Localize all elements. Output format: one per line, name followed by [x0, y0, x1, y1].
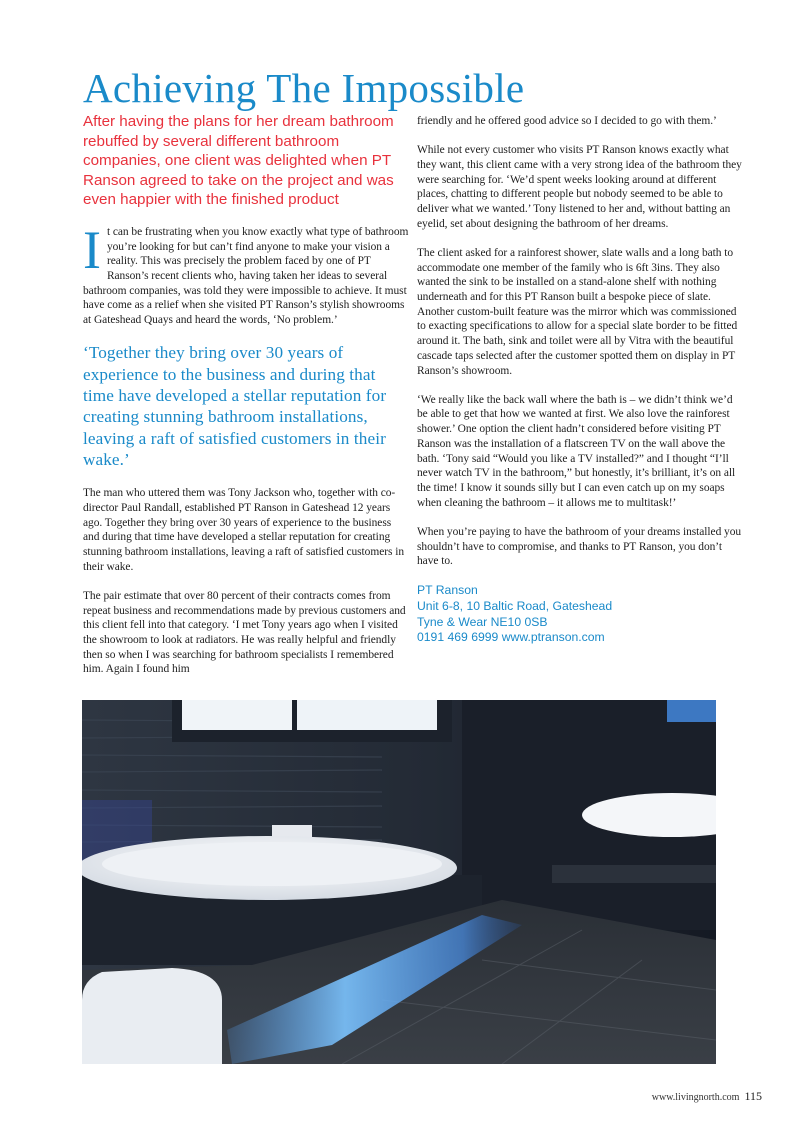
intro-text: t can be frustrating when you know exactly what type of bathroom you’re looking for but can’t find anyone to make your vision a reality. This was precisely the problem faced by one of PT Ranson’s recent clients who, having taken her ideas to several bathroom companies, was told they were impossible to achieve. It must have come as a relief when she visited PT Ranson’s stylish showrooms at Gateshead Quays and heard the words, ‘No problem.’ [83, 225, 409, 327]
upper-window [667, 700, 716, 722]
right-column [417, 114, 743, 646]
intro-paragraph [83, 219, 409, 328]
body-paragraph: When you’re paying to have the bathroom of your dreams installed you shouldn’t have to compromise, and thanks to PT Ranson, you don’t have to. [417, 525, 742, 568]
vanity-shelf [552, 865, 716, 883]
drop-cap: I [83, 219, 101, 280]
footer-website: www.livingnorth.com [651, 1092, 740, 1103]
body-paragraph: While not every customer who visits PT Ranson knows exactly what they want, this client came with a very strong idea of the bathroom they were searching for. ‘We’d spent weeks looking around at different places, chatting to different people but nobody seemed to be able to deliver what we wanted.’ Tony listened to her and, without batting an eyelid, set about designing the bathroom of her dreams. [417, 144, 742, 230]
bathroom-photo [82, 700, 716, 1064]
body-paragraph: friendly and he offered good advice so I decided to go with them.’ [417, 115, 717, 127]
window-pane [297, 700, 437, 730]
page-number: 115 [744, 1089, 762, 1103]
pull-quote: ‘Together they bring over 30 years of experience to the business and during that time have developed a stellar reputation for creating stunning bathroom installations, leaving a raft of satisfied customers in their wake.’ [83, 343, 387, 469]
contact-address-line2: Tyne & Wear NE10 0SB [417, 614, 548, 629]
left-column [83, 112, 409, 692]
standfirst: After having the plans for her dream bathroom rebuffed by several different bathroom companies, one client was delighted when PT Ranson agreed to take on the project and was even happier with the finished product [83, 113, 394, 209]
body-paragraph: The pair estimate that over 80 percent of their contracts comes from repeat business and recommendations made by previous customers and this client fell into that category. ‘I met Tony years ago when I visited the showroom to look at radiators. He was really helpful and friendly then so when I was searching for bathroom specialists I remembered him. Again I found him [83, 589, 406, 676]
toilet [82, 968, 222, 1064]
contact-block [417, 583, 743, 645]
body-paragraph: ‘We really like the back wall where the bath is – we didn’t think we’d be able to get that how we wanted at first. We also love the rainforest shower.’ One option the client hadn’t considered before visiting PT Ranson was the installation of a flatscreen TV on the wall above the bath. ‘Tony said “Would you like a TV installed?” and I thought “I’ll never watch TV in the bathroom,” but honestly, it’s brilliant, it’s on all the time! I know it sounds silly but I can even catch up on my soaps when cleaning the bathroom – it allows me to multitask!’ [417, 393, 736, 509]
contact-name: PT Ranson [417, 583, 478, 598]
article-title: Achieving The Impossible [83, 65, 525, 111]
contact-address-line1: Unit 6-8, 10 Baltic Road, Gateshead [417, 599, 613, 614]
contact-phone-web: 0191 469 6999 www.ptranson.com [417, 630, 605, 645]
window-pane [182, 700, 292, 730]
body-paragraph: The client asked for a rainforest shower, slate walls and a long bath to accommodate one member of the family who is 6ft 3ins. They also wanted the sink to be installed on a stand-alone shelf with nothing underneath and for this PT Ranson built a bespoke piece of slate. Another custom-built feature was the mirror which was commissioned to exacting specifications to allow for a special slate border to be fitted around it. The bath, sink and toilet were all by Vitra with the beautiful cascade taps selected after the customer spotted them on display in PT Ranson’s showroom. [417, 246, 738, 377]
body-paragraph: The man who uttered them was Tony Jackson who, together with co-director Paul Randall, established PT Ranson in Gateshead 12 years ago. Together they bring over 30 years of experience to the business and during that time have developed a stellar reputation for creating stunning bathroom installations, leaving a raft of satisfied customers in their wake. [83, 487, 404, 573]
bath-inner [102, 842, 442, 886]
page-footer [652, 1089, 762, 1104]
